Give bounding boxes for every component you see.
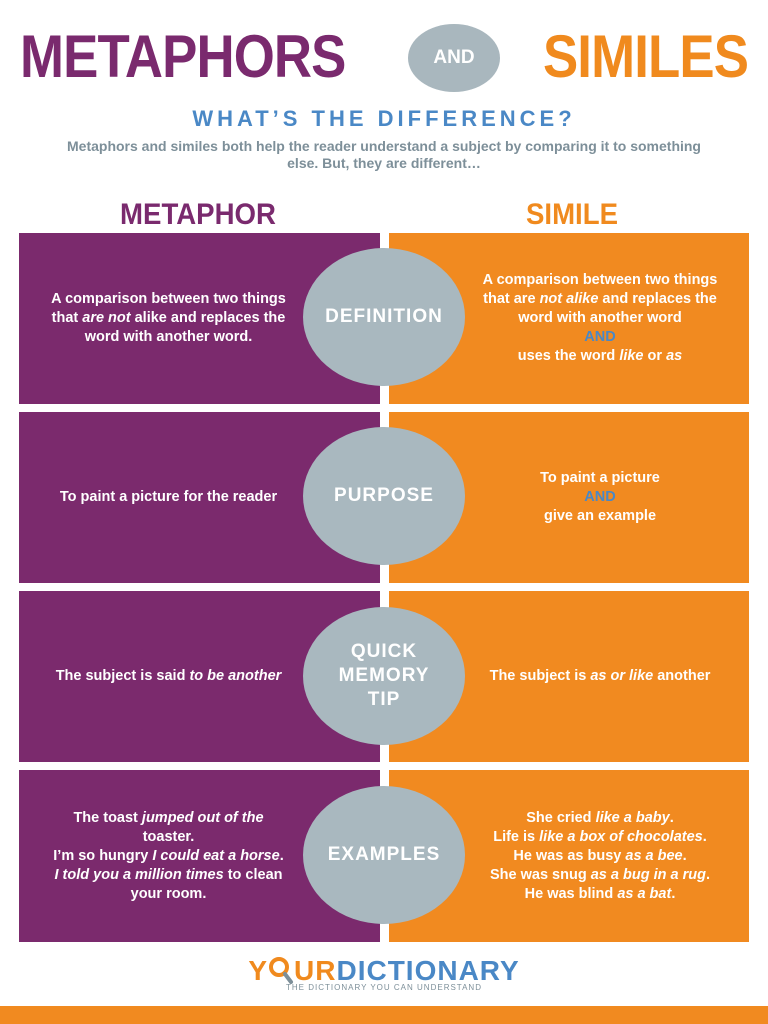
text-segment: as <box>666 348 683 364</box>
text-segment: To paint a picture for the reader <box>59 489 278 505</box>
text-segment: alike and replaces the word with another word. <box>84 310 286 345</box>
subtitle: WHAT’S THE DIFFERENCE? <box>192 106 576 131</box>
examples-label: EXAMPLES <box>327 844 441 865</box>
text-line <box>481 847 719 866</box>
title-similes: SIMILES <box>542 23 748 90</box>
text-line <box>49 488 288 507</box>
simile-purpose-text <box>481 469 719 526</box>
and-connector: AND <box>584 489 616 505</box>
text-segment: He was as busy <box>513 847 626 864</box>
text-segment: To paint a picture <box>540 470 660 486</box>
text-segment: like a box of chocolates <box>539 828 703 845</box>
text-segment: . <box>705 866 710 883</box>
definition-oval <box>303 248 465 386</box>
metaphor-tip-text <box>49 667 288 686</box>
text-segment: I told you a million times <box>54 866 224 883</box>
metaphor-purpose-text <box>49 488 288 507</box>
text-line <box>481 809 719 828</box>
text-segment: like a baby <box>595 809 670 826</box>
text-line <box>481 667 719 686</box>
text-line <box>49 866 288 904</box>
text-segment: Life is <box>493 828 540 845</box>
and-connector: AND <box>584 329 616 345</box>
text-line <box>481 828 719 847</box>
title-metaphors: METAPHORS <box>20 23 346 90</box>
text-segment: I could eat a horse <box>152 847 280 864</box>
purpose-oval <box>303 427 465 565</box>
logo-dictionary: DICTIONARY <box>336 955 520 986</box>
text-line <box>481 507 719 526</box>
text-segment: She was snug <box>490 866 591 883</box>
text-segment: like <box>619 348 644 364</box>
text-segment: . <box>702 828 707 845</box>
yourdictionary-logo[interactable] <box>0 955 768 992</box>
text-segment: The subject is <box>489 668 591 684</box>
logo-tagline: THE DICTIONARY YOU CAN UNDERSTAND <box>286 983 482 992</box>
text-segment: or <box>643 348 667 364</box>
text-line <box>481 271 719 328</box>
text-segment: The subject is said <box>55 668 190 684</box>
text-segment: jumped out of the <box>141 809 264 826</box>
simile-tip-text <box>481 667 719 686</box>
simile-examples-text <box>481 809 719 904</box>
text-segment: A comparison between two things that are <box>482 272 718 307</box>
logo-y: Y <box>248 955 269 986</box>
text-segment: toaster. <box>142 828 195 845</box>
text-segment: another <box>653 668 711 684</box>
title-and-badge: AND <box>408 24 500 92</box>
magnifier-icon <box>268 955 294 986</box>
text-segment: A comparison between two things that <box>51 291 286 326</box>
text-line <box>481 488 719 507</box>
text-segment: and replaces the word with another word <box>518 291 717 326</box>
text-line <box>49 667 288 686</box>
bottom-bar <box>0 1006 768 1024</box>
column-heading-simile: SIMILE <box>525 198 618 231</box>
text-segment: . <box>279 847 284 864</box>
text-segment: . <box>682 847 687 864</box>
text-segment: as a bat <box>617 885 672 902</box>
text-segment: as a bug in a rug <box>590 866 706 883</box>
text-segment: He was blind <box>524 885 618 902</box>
text-line <box>481 885 719 904</box>
text-segment: . <box>669 809 674 826</box>
text-segment: I’m so hungry <box>53 847 153 864</box>
text-segment: not alike <box>539 291 599 307</box>
examples-oval <box>303 786 465 924</box>
text-segment: to be another <box>189 668 282 684</box>
text-segment: . <box>671 885 676 902</box>
text-segment: The toast <box>73 809 142 826</box>
metaphor-examples-text <box>49 809 288 904</box>
purpose-label: PURPOSE <box>334 485 434 506</box>
metaphor-definition-text <box>49 290 288 347</box>
text-line <box>481 866 719 885</box>
text-line <box>49 809 288 847</box>
text-line <box>49 847 288 866</box>
text-line <box>481 328 719 347</box>
quick-memory-tip-oval <box>303 607 465 745</box>
text-segment: uses the word <box>517 348 620 364</box>
text-segment: are not <box>82 310 131 326</box>
text-segment: as a bee <box>625 847 683 864</box>
quick-memory-tip-label: QUICK MEMORY TIP <box>338 641 430 710</box>
column-heading-metaphor: METAPHOR <box>120 198 276 231</box>
text-segment: She cried <box>526 809 596 826</box>
intro-text: Metaphors and similes both help the reader understand a subject by comparing it to something else. But, they are different… <box>67 138 701 171</box>
definition-label: DEFINITION <box>325 306 443 327</box>
text-segment: to clean your room. <box>130 866 283 902</box>
text-line <box>49 290 288 347</box>
text-line <box>481 347 719 366</box>
text-line <box>481 469 719 488</box>
text-segment: give an example <box>543 508 657 524</box>
text-segment: as or like <box>590 668 654 684</box>
logo-ur: UR <box>294 955 337 986</box>
simile-definition-text <box>481 271 719 366</box>
